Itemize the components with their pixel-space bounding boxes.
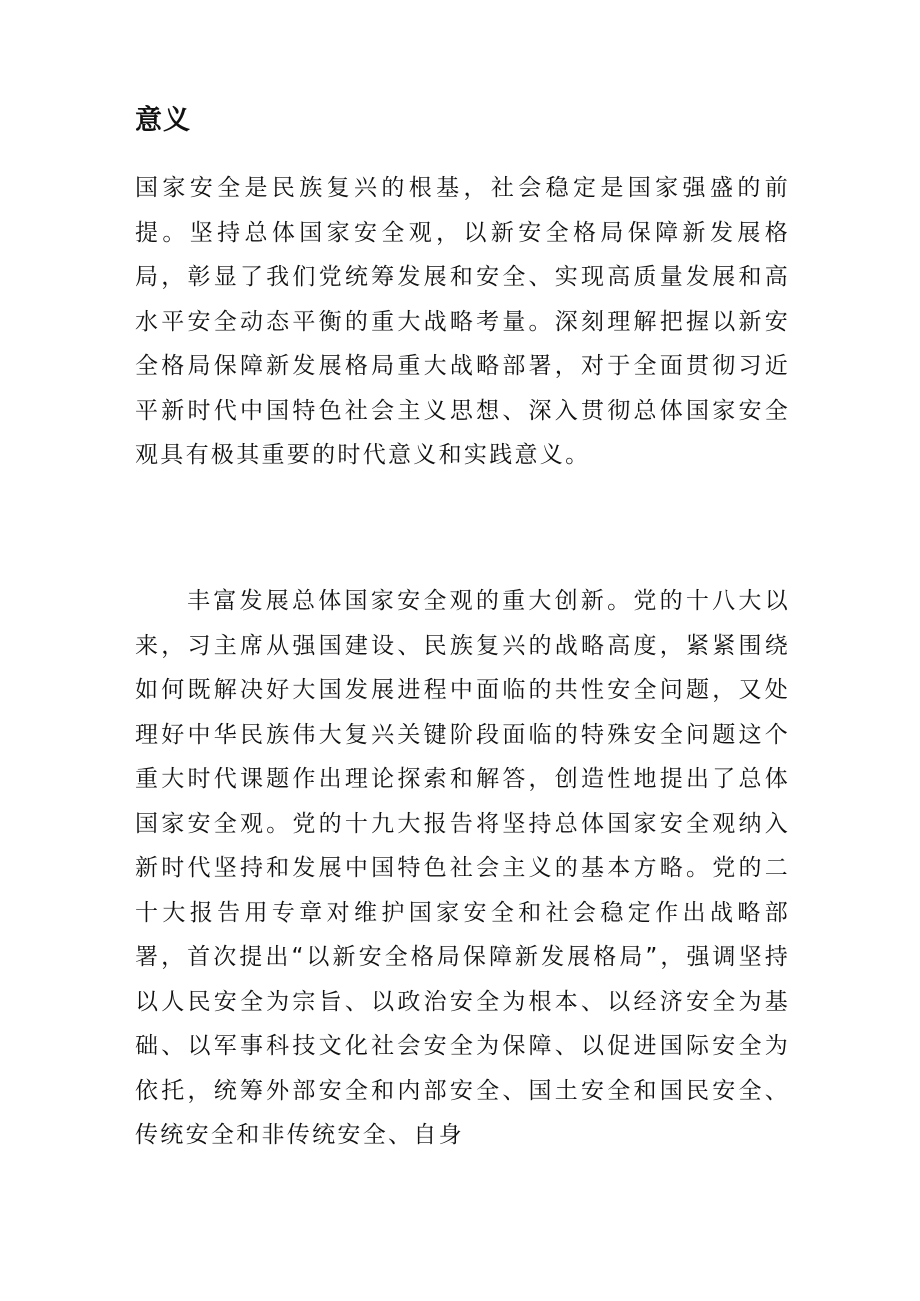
paragraph-intro: 国家安全是民族复兴的根基，社会稳定是国家强盛的前提。坚持总体国家安全观，以新安全格局保障新发展格局，彰显了我们党统筹发展和安全、实现高质量发展和高水平安全动态平衡的重大战略考量。深刻理解把握以新安全格局保障新发展格局重大战略部署，对于全面贯彻习近平新时代中国特色社会主义思想、深入贯彻总体国家安全观具有极其重要的时代意义和实践意义。: [135, 175, 790, 468]
section-heading: 意义: [135, 105, 191, 136]
paragraph-innovation: 丰富发展总体国家安全观的重大创新。党的十八大以来，习主席从强国建设、民族复兴的战略高度，紧紧围绕如何既解决好大国发展进程中面临的共性安全问题，又处理好中华民族伟大复兴关键阶段面临的特殊安全问题这个重大时代课题作出理论探索和解答，创造性地提出了总体国家安全观。党的十九大报告将坚持总体国家安全观纳入新时代坚持和发展中国特色社会主义的基本方略。党的二十大报告用专章对维护国家安全和社会稳定作出战略部署，首次提出“以新安全格局保障新发展格局”，强调坚持以人民安全为宗旨、以政治安全为根本、以经济安全为基础、以军事科技文化社会安全为保障、以促进国际安全为依托，统筹外部安全和内部安全、国土安全和国民安全、传统安全和非传统安全、自身: [135, 588, 790, 1148]
